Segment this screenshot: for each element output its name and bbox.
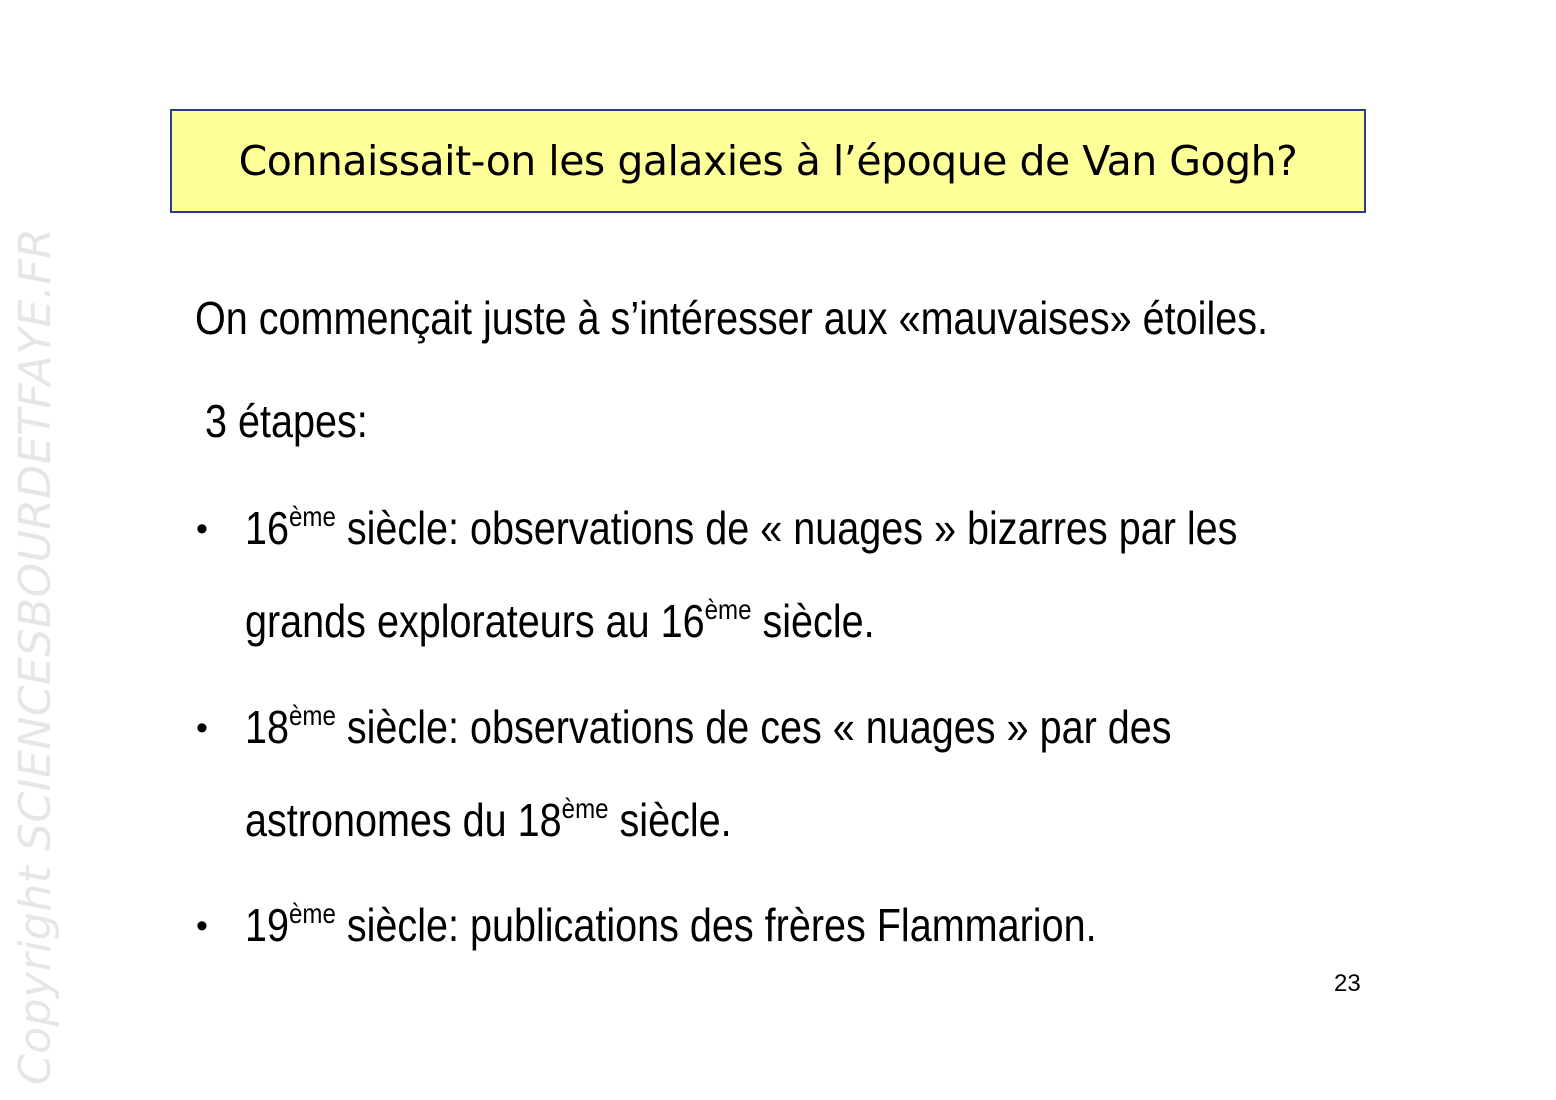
bullet-1-line-1 xyxy=(245,501,1238,554)
bullet-1-cont-suffix: ème xyxy=(704,594,752,625)
bullet-1-cont-text: grands explorateurs au 16 xyxy=(245,595,705,647)
bullet-1-text: siècle: observations de « nuages » bizarres par les xyxy=(335,502,1238,554)
bullet-2-text: siècle: observations de ces « nuages » par des xyxy=(335,701,1172,753)
bullet-3-century: 19 xyxy=(245,899,290,951)
bullet-3-text: siècle: publications des frères Flammarion. xyxy=(335,899,1097,951)
steps-heading: 3 étapes: xyxy=(205,395,368,447)
bullet-2-cont-suffix: ème xyxy=(561,793,609,824)
bullet-marker: • xyxy=(196,510,208,548)
intro-text: On commençait juste à s’intéresser aux «mauvaises» étoiles. xyxy=(195,292,1269,344)
slide-title: Connaissait-on les galaxies à l’époque de Van Gogh? xyxy=(238,137,1298,185)
bullet-3-line-1 xyxy=(245,898,1097,951)
bullet-2-century: 18 xyxy=(245,701,290,753)
bullet-2-line-1 xyxy=(245,700,1172,753)
bullet-3-century-suffix: ème xyxy=(289,898,336,929)
bullet-marker: • xyxy=(196,709,208,747)
bullet-1-cont-end: siècle. xyxy=(751,595,875,647)
copyright-watermark: Copyright SCIENCESBOURDETFAYE.FR xyxy=(10,227,61,1085)
bullet-2-line-2 xyxy=(245,793,732,846)
bullet-1-line-2 xyxy=(245,594,875,647)
bullet-2-cont-end: siècle. xyxy=(608,794,732,846)
bullet-1-century-suffix: ème xyxy=(289,501,336,532)
bullet-marker: • xyxy=(196,907,208,945)
page-number: 23 xyxy=(1334,970,1361,997)
title-box xyxy=(170,109,1366,213)
bullet-2-cont-text: astronomes du 18 xyxy=(245,794,562,846)
bullet-2-century-suffix: ème xyxy=(289,700,336,731)
bullet-1-century: 16 xyxy=(245,502,290,554)
